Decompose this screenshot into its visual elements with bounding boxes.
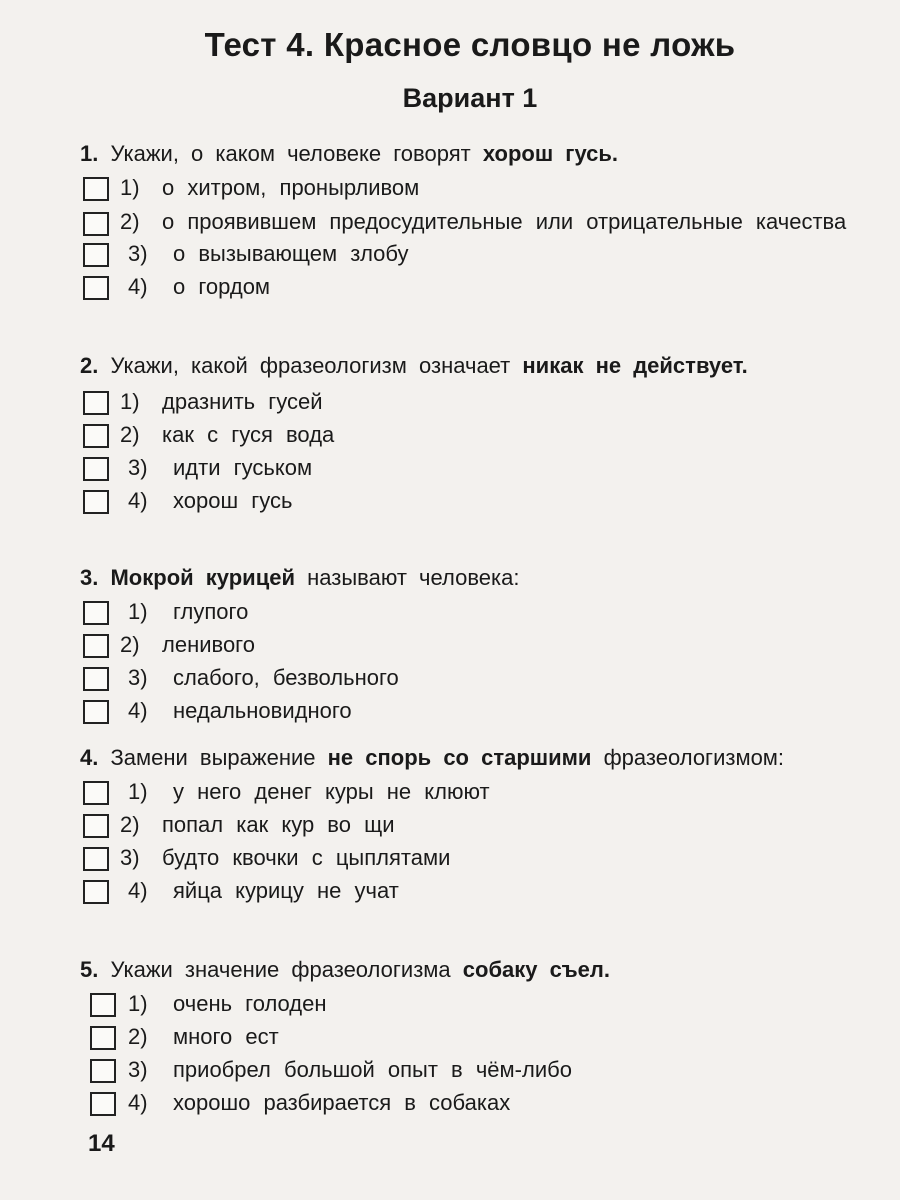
option-row <box>80 1020 855 1053</box>
option-text: недальновидного <box>173 698 352 723</box>
option-number: 2) <box>120 812 140 837</box>
option-row <box>80 628 855 661</box>
option-row <box>80 451 855 484</box>
question-emphasis: хорош гусь. <box>482 141 619 166</box>
answer-checkbox[interactable] <box>83 490 109 514</box>
option-number: 3) <box>128 241 148 266</box>
option-text: попал как кур во щи <box>162 812 395 837</box>
option-number: 4) <box>128 1090 148 1115</box>
answer-checkbox[interactable] <box>83 847 109 871</box>
option-text: будто квочки с цыплятами <box>162 845 451 870</box>
option-text: о гордом <box>173 274 271 299</box>
option-row <box>80 808 855 841</box>
option-row <box>80 874 855 907</box>
option-number: 2) <box>120 422 140 447</box>
question-emphasis: никак не действует. <box>522 353 748 378</box>
option-text: идти гуськом <box>173 455 313 480</box>
question-prompt: Замени выражение <box>110 745 316 770</box>
option-number: 1) <box>128 779 148 804</box>
question-text <box>80 138 855 169</box>
answer-checkbox[interactable] <box>83 781 109 805</box>
option-text: о проявившем предосудительные или отрицательные качества <box>162 209 847 234</box>
option-number: 3) <box>120 845 140 870</box>
option-row <box>80 595 855 628</box>
question-4 <box>80 742 855 907</box>
question-2 <box>80 350 855 517</box>
answer-checkbox[interactable] <box>90 1059 116 1083</box>
option-number: 4) <box>128 488 148 513</box>
option-row <box>80 206 855 237</box>
option-row <box>80 1086 855 1119</box>
question-prompt: Укажи, о каком человеке говорят <box>110 141 471 166</box>
option-text: слабого, безвольного <box>173 665 399 690</box>
question-prompt: Укажи, какой фразеологизм означает <box>110 353 511 378</box>
option-text: как с гуся вода <box>162 422 335 447</box>
option-text: о вызывающем злобу <box>173 241 409 266</box>
option-row <box>80 987 855 1020</box>
question-emphasis: Мокрой курицей <box>110 565 295 590</box>
question-1 <box>80 138 855 303</box>
answer-checkbox[interactable] <box>83 391 109 415</box>
answer-checkbox[interactable] <box>83 457 109 481</box>
question-number: 3. <box>80 565 99 590</box>
option-text: у него денег куры не клюют <box>173 779 490 804</box>
option-row <box>80 1053 855 1086</box>
answer-checkbox[interactable] <box>90 1026 116 1050</box>
option-text: дразнить гусей <box>162 389 323 414</box>
question-number: 1. <box>80 141 99 166</box>
option-number: 1) <box>120 175 140 200</box>
question-emphasis: собаку съел. <box>462 957 610 982</box>
question-prompt-end: фразеологизмом: <box>603 745 785 770</box>
option-row <box>80 418 855 451</box>
option-row <box>80 694 855 727</box>
question-emphasis: не спорь со старшими <box>327 745 592 770</box>
option-text: хорош гусь <box>173 488 293 513</box>
option-text: очень голоден <box>173 991 327 1016</box>
option-number: 4) <box>128 274 148 299</box>
answer-checkbox[interactable] <box>83 634 109 658</box>
option-number: 3) <box>128 665 148 690</box>
page-title: Тест 4. Красное словцо не ложь <box>204 26 736 63</box>
option-number: 2) <box>128 1024 148 1049</box>
option-text: яйца курицу не учат <box>173 878 399 903</box>
option-row <box>80 385 855 418</box>
answer-checkbox[interactable] <box>83 212 109 236</box>
option-text: много ест <box>173 1024 279 1049</box>
option-text: глупого <box>173 599 249 624</box>
question-number: 5. <box>80 957 99 982</box>
option-number: 1) <box>128 599 148 624</box>
option-number: 3) <box>128 1057 148 1082</box>
option-text: хорошо разбирается в собаках <box>173 1090 511 1115</box>
question-text <box>80 562 855 593</box>
answer-checkbox[interactable] <box>83 601 109 625</box>
answer-checkbox[interactable] <box>90 993 116 1017</box>
question-prompt: называют человека: <box>307 565 520 590</box>
question-prompt: Укажи значение фразеологизма <box>110 957 451 982</box>
option-text: приобрел большой опыт в чём-либо <box>173 1057 572 1082</box>
answer-checkbox[interactable] <box>83 814 109 838</box>
answer-checkbox[interactable] <box>83 424 109 448</box>
option-row <box>80 270 855 303</box>
answer-checkbox[interactable] <box>83 177 109 201</box>
option-number: 4) <box>128 698 148 723</box>
option-text: ленивого <box>162 632 255 657</box>
answer-checkbox[interactable] <box>83 667 109 691</box>
option-row <box>80 484 855 517</box>
answer-checkbox[interactable] <box>83 243 109 267</box>
option-number: 1) <box>120 389 140 414</box>
option-number: 1) <box>128 991 148 1016</box>
answer-checkbox[interactable] <box>83 700 109 724</box>
answer-checkbox[interactable] <box>83 880 109 904</box>
variant-heading: Вариант 1 <box>402 83 538 113</box>
question-text <box>80 350 855 381</box>
answer-checkbox[interactable] <box>90 1092 116 1116</box>
option-row <box>80 775 855 808</box>
option-number: 4) <box>128 878 148 903</box>
question-number: 4. <box>80 745 99 770</box>
question-text <box>80 954 855 985</box>
page-number: 14 <box>88 1130 115 1157</box>
option-row <box>80 237 855 270</box>
option-number: 2) <box>120 209 140 234</box>
option-number: 3) <box>128 455 148 480</box>
option-row <box>80 661 855 694</box>
option-row <box>80 171 855 204</box>
option-row <box>80 841 855 874</box>
question-text <box>80 742 855 773</box>
question-number: 2. <box>80 353 99 378</box>
answer-checkbox[interactable] <box>83 276 109 300</box>
option-text: о хитром, пронырливом <box>162 175 420 200</box>
option-number: 2) <box>120 632 140 657</box>
question-5 <box>80 954 855 1119</box>
question-3 <box>80 562 855 727</box>
